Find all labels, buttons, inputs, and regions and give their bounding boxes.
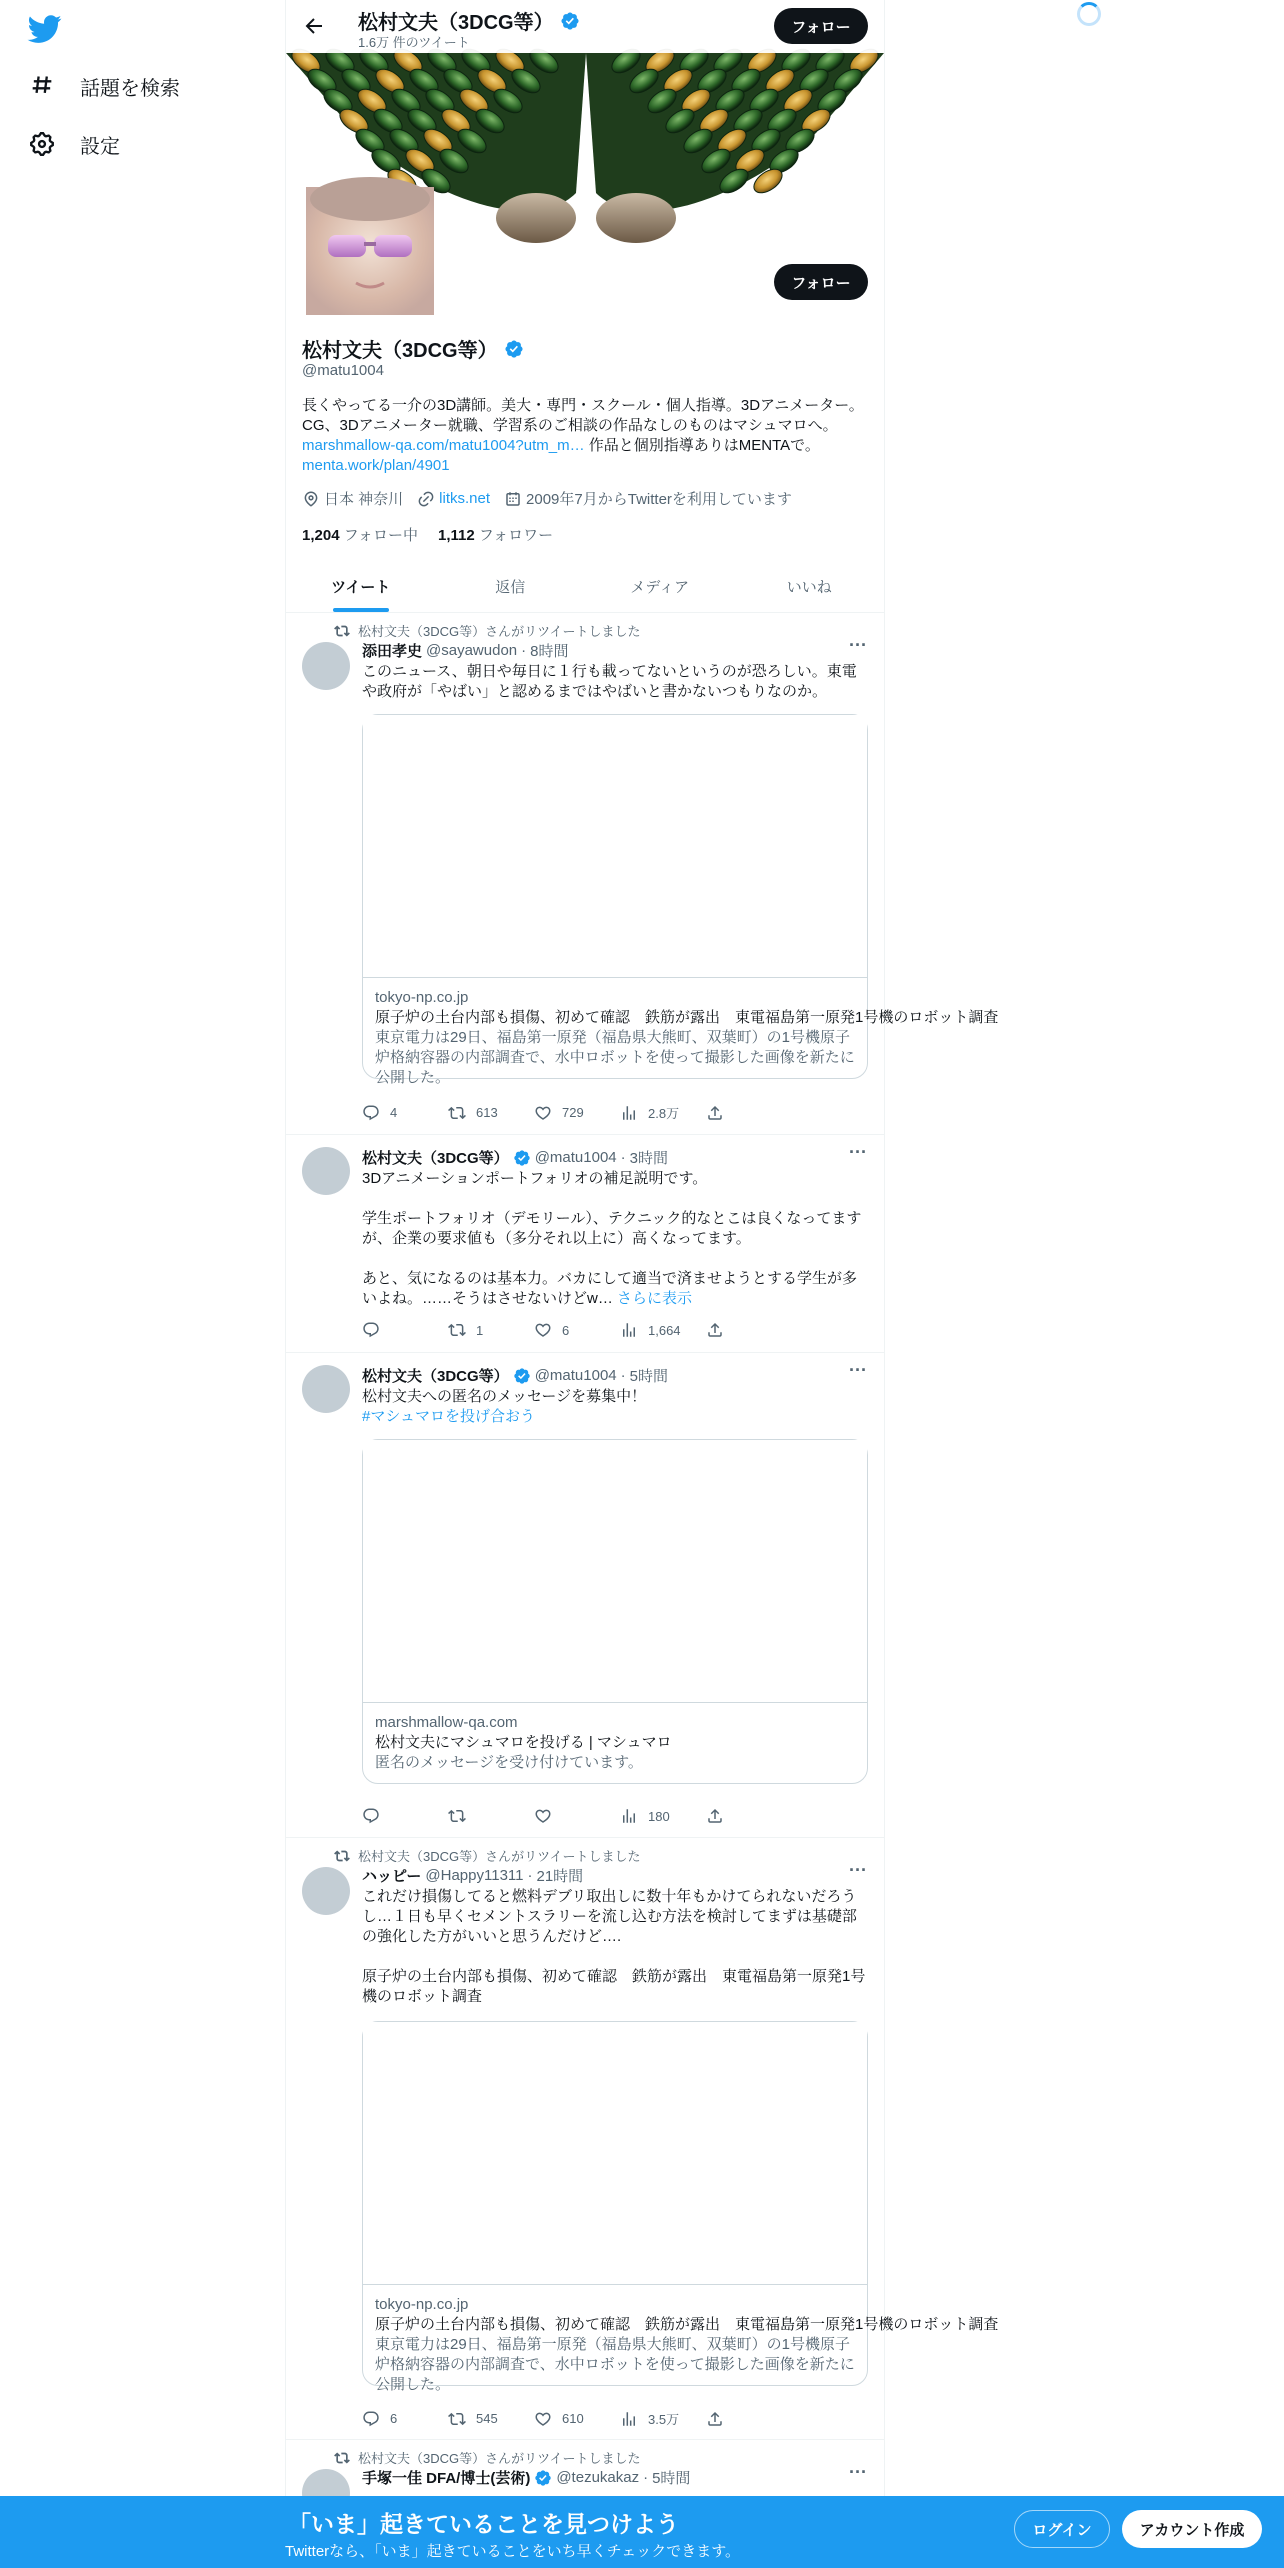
bio-link-menta[interactable]: menta.work/plan/4901 — [302, 457, 450, 474]
main-column — [285, 0, 999, 2568]
header-tweet-count: 1.6万 件のツイート — [358, 35, 470, 50]
heart-icon — [534, 1321, 552, 1339]
profile-location — [302, 488, 403, 509]
login-button[interactable]: ログイン — [1014, 2510, 1110, 2548]
avatar[interactable] — [302, 1867, 350, 1915]
like-button[interactable] — [534, 1103, 620, 1122]
like-count: 6 — [562, 1322, 570, 1338]
card-domain: tokyo-np.co.jp — [375, 2296, 469, 2313]
tweet-dot: · — [643, 2469, 649, 2486]
tweet-text — [362, 1169, 868, 1309]
tweet-text-body: 松村文夫への匿名のメッセージを募集中！ — [362, 1388, 647, 1405]
views-chart-icon — [620, 1104, 638, 1122]
card-title: 原子炉の土台内部も損傷、初めて確認 鉄筋が露出 東電福島第一原発1号機のロボット調査 — [375, 2316, 999, 2333]
nav-explore[interactable] — [28, 66, 180, 106]
website-link[interactable]: litks.net — [439, 490, 491, 507]
retweet-count: 613 — [476, 1105, 498, 1120]
profile-header-bar — [286, 0, 884, 53]
retweet-icon — [334, 1848, 350, 1864]
verified-badge-icon — [513, 1149, 531, 1167]
avatar[interactable] — [302, 1365, 350, 1413]
card-description: 匿名のメッセージを受け付けています。 — [375, 1754, 643, 1771]
tweet-author-handle[interactable]: @matu1004 — [534, 1367, 617, 1384]
tweet-author-handle[interactable]: @sayawudon — [426, 642, 518, 659]
view-count: 1,664 — [648, 1322, 681, 1338]
nav-explore-label: 話題を検索 — [80, 77, 180, 100]
signup-banner — [0, 2496, 1284, 2568]
calendar-icon — [504, 490, 522, 508]
tweet-actions — [362, 1103, 792, 1122]
gear-icon — [28, 130, 56, 158]
retweet-icon — [334, 2450, 350, 2466]
view-count: 180 — [648, 1808, 670, 1824]
tweet-author-name[interactable]: 松村文夫（3DCG等） — [362, 1368, 509, 1385]
retweet-button[interactable] — [448, 1807, 534, 1825]
header-name-text: 松村文夫（3DCG等） — [358, 12, 554, 34]
more-icon[interactable]: ··· — [849, 635, 867, 655]
like-count: 610 — [562, 2411, 584, 2426]
verified-badge-icon — [560, 11, 580, 31]
tweet-text: このニュース、朝日や毎日に１行も載ってないというのが恐ろしい。東電や政府が「やばい」と認めるまではやばいと書かないつもりなのか。 — [362, 663, 857, 700]
reply-icon — [362, 1807, 380, 1825]
retweet-icon — [334, 623, 350, 639]
tweet-actions — [362, 1807, 792, 1825]
profile-follow-button[interactable]: フォロー — [774, 264, 868, 300]
card-domain: tokyo-np.co.jp — [375, 989, 469, 1006]
profile-tabs — [286, 560, 884, 613]
views-chart-icon — [620, 2410, 638, 2428]
retweet-indicator — [334, 1846, 640, 1865]
tweet-dot: · — [620, 1367, 626, 1384]
retweet-icon — [448, 1807, 466, 1825]
tweet-text: これだけ損傷してると燃料デブリ取出しに数十年もかけてられないだろうし…１日も早くセメントスラリーを流し込む方法を検討してまずは基礎部の強化した方がいいと思うんだけど…. 原子炉の土台内部も損傷、初めて確認 鉄筋が露出 東電福島第一原発1号機のロボット調査 — [362, 1888, 866, 2005]
tweet-dot: · — [527, 1867, 533, 1884]
views-button[interactable] — [620, 1103, 706, 1122]
tweet-dot: · — [620, 1149, 626, 1166]
following-stat[interactable] — [302, 524, 418, 545]
heart-icon — [534, 1807, 552, 1825]
share-icon — [706, 2410, 724, 2428]
link-card[interactable] — [362, 714, 999, 1086]
share-button[interactable] — [706, 1103, 792, 1122]
card-image — [363, 715, 867, 978]
verified-badge-icon — [513, 1367, 531, 1385]
card-description: 東京電力は29日、福島第一原発（福島県大熊町、双葉町）の1号機原子炉格納容器の内部調査で、水中ロボットを使って撮影した画像を新たに公開した。 — [375, 2336, 855, 2393]
card-title: 松村文夫にマシュマロを投げる | マシュマロ — [375, 1734, 672, 1751]
profile-meta — [302, 488, 792, 509]
like-button[interactable] — [534, 2409, 620, 2428]
share-button[interactable] — [706, 1807, 792, 1825]
tweet-author-name[interactable]: ハッピー — [362, 1868, 422, 1885]
hashtag-link[interactable]: #マシュマロを投げ合おう — [362, 1408, 536, 1425]
followers-label: フォロワー — [478, 527, 554, 544]
bio-text: 長くやってる一介の3D講師。美大・専門・スクール・個人指導。3Dアニメーター。CG、3Dアニメーター就職、学習系のご相談の作品なしのものはマシュマロへ。 — [302, 397, 864, 434]
tab-likes[interactable]: いいね — [786, 578, 832, 596]
more-icon[interactable]: ··· — [849, 2462, 867, 2482]
views-chart-icon — [620, 1321, 638, 1339]
bio-link-marshmallow[interactable]: marshmallow-qa.com/matu1004?utm_m… — [302, 437, 585, 454]
avatar-image — [306, 187, 434, 315]
reply-icon — [362, 2410, 380, 2428]
profile-name-text: 松村文夫（3DCG等） — [302, 340, 498, 362]
followers-stat[interactable] — [438, 524, 553, 545]
like-button[interactable] — [534, 1321, 620, 1339]
followers-count: 1,112 — [437, 527, 475, 544]
header-profile-name — [358, 6, 580, 35]
card-image — [363, 1440, 867, 1703]
signup-banner-title: 「いま」起きていることを見つけよう — [288, 2511, 679, 2537]
retweet-label: 松村文夫（3DCG等）さんがリツイートしました — [358, 2451, 641, 2466]
following-count: 1,204 — [302, 527, 340, 544]
tweet-time[interactable]: 21時間 — [536, 1868, 584, 1885]
views-chart-icon — [620, 1807, 638, 1825]
tweet-header — [362, 1865, 583, 1886]
view-count: 2.8万 — [648, 1106, 680, 1121]
tweet-time[interactable]: 5時間 — [629, 1368, 668, 1385]
tweet-author-handle[interactable]: @tezukakaz — [556, 2469, 640, 2486]
tweet-text-body: 3Dアニメーションポートフォリオの補足説明です。 学生ポートフォリオ（デモリール）、テクニック的なとこは良くなってますが、企業の要求値も（多分それ以上に）高くなってます。 あと、気になるのは基本力。バカにして適当で済ませようとする学生が多いよね。……そうはさせないけどw… — [362, 1170, 862, 1307]
tweet[interactable] — [286, 613, 999, 1135]
retweet-button[interactable] — [448, 2409, 534, 2428]
retweet-count: 1 — [476, 1322, 484, 1338]
back-arrow-icon[interactable] — [302, 14, 326, 38]
tweet[interactable] — [286, 1353, 884, 1838]
more-icon[interactable]: ··· — [849, 1360, 867, 1380]
signup-banner-subtitle: Twitterなら、「いま」起きていることをいち早くチェックできます。 — [285, 2543, 741, 2560]
more-icon[interactable]: ··· — [849, 1142, 867, 1162]
loading-spinner-icon — [1077, 2, 1101, 26]
retweet-icon — [448, 1104, 466, 1122]
profile-avatar[interactable] — [302, 183, 438, 319]
retweet-icon — [448, 1321, 466, 1339]
profile-follow-stats — [302, 524, 553, 545]
reply-button[interactable] — [362, 1103, 448, 1122]
tweet-author-name[interactable]: 添田孝史 — [362, 643, 423, 660]
bio-text-2: 作品と個別指導ありはMENTAで。 — [584, 437, 820, 454]
reply-count: 4 — [390, 1105, 398, 1120]
profile-name — [302, 334, 524, 363]
reply-button[interactable] — [362, 2409, 448, 2428]
more-icon[interactable]: ··· — [849, 1860, 867, 1880]
profile-bio — [302, 396, 868, 476]
tweet-time[interactable]: 3時間 — [629, 1150, 668, 1167]
retweet-label: 松村文夫（3DCG等）さんがリツイートしました — [358, 1849, 641, 1864]
joined-text: 2009年7月からTwitterを利用しています — [526, 491, 792, 508]
tweet[interactable] — [286, 1838, 999, 2440]
tab-replies[interactable]: 返信 — [495, 578, 526, 596]
view-count: 3.5万 — [648, 2412, 680, 2427]
show-more-link[interactable]: さらに表示 — [617, 1290, 693, 1307]
views-button[interactable] — [620, 1807, 706, 1825]
location-pin-icon — [302, 490, 320, 508]
nav-settings[interactable] — [28, 124, 120, 164]
avatar[interactable] — [302, 1147, 350, 1195]
share-icon — [706, 1321, 724, 1339]
reply-icon — [362, 1321, 380, 1339]
tweet-time[interactable]: 8時間 — [530, 643, 569, 660]
profile-website[interactable] — [417, 490, 490, 508]
header-follow-button[interactable]: フォロー — [774, 8, 868, 44]
reply-count: 6 — [390, 2411, 398, 2426]
heart-icon — [534, 2410, 552, 2428]
tweet-time[interactable]: 5時間 — [652, 2470, 691, 2487]
tweet-header — [362, 2467, 690, 2488]
tweet-author-handle[interactable]: @Happy11311 — [425, 1867, 524, 1884]
link-card[interactable] — [362, 1439, 868, 1784]
like-count: 729 — [562, 1105, 584, 1120]
tweet-text — [362, 1387, 868, 1427]
twitter-logo-icon[interactable] — [28, 12, 62, 46]
retweet-button[interactable] — [448, 1103, 534, 1122]
retweet-icon — [448, 2410, 466, 2428]
verified-badge-icon — [534, 2469, 552, 2487]
share-button[interactable] — [706, 2409, 792, 2428]
share-icon — [706, 1104, 724, 1122]
views-button[interactable] — [620, 2409, 706, 2428]
share-button[interactable] — [706, 1321, 792, 1339]
card-image — [363, 2022, 867, 2285]
tweet-author-handle[interactable]: @matu1004 — [534, 1149, 617, 1166]
reply-button[interactable] — [362, 1321, 448, 1339]
link-icon — [417, 490, 435, 508]
link-card[interactable] — [362, 2021, 999, 2393]
views-button[interactable] — [620, 1321, 706, 1339]
retweet-count: 545 — [476, 2411, 498, 2426]
tweet-dot: · — [521, 642, 527, 659]
following-label: フォロー中 — [343, 527, 418, 544]
tab-media[interactable]: メディア — [630, 578, 690, 596]
tweet-actions — [362, 2409, 792, 2428]
heart-icon — [534, 1104, 552, 1122]
location-text: 日本 神奈川 — [324, 491, 404, 508]
tab-tweets[interactable]: ツイート — [286, 560, 436, 612]
hashtag-icon — [28, 72, 56, 100]
verified-badge-icon — [504, 339, 524, 359]
reply-button[interactable] — [362, 1807, 448, 1825]
tweet-header — [362, 1365, 668, 1386]
tweet-header — [362, 640, 568, 661]
retweet-button[interactable] — [448, 1321, 534, 1339]
retweet-indicator — [334, 621, 640, 640]
nav-settings-label: 設定 — [80, 135, 120, 158]
retweet-label: 松村文夫（3DCG等）さんがリツイートしました — [358, 624, 641, 639]
avatar[interactable] — [302, 642, 350, 690]
share-icon — [706, 1807, 724, 1825]
tweet-actions — [362, 1321, 792, 1339]
card-domain: marshmallow-qa.com — [375, 1714, 518, 1731]
tweet[interactable] — [286, 1135, 884, 1353]
signup-button[interactable]: アカウント作成 — [1122, 2510, 1262, 2548]
tweet-author-name[interactable]: 松村文夫（3DCG等） — [362, 1150, 509, 1167]
tweet-author-name[interactable]: 手塚一佳 DFA/博士(芸術) — [362, 2470, 531, 2487]
tweet-header — [362, 1147, 668, 1168]
profile-handle: @matu1004 — [302, 362, 384, 379]
retweet-indicator — [334, 2448, 640, 2467]
card-title: 原子炉の土台内部も損傷、初めて確認 鉄筋が露出 東電福島第一原発1号機のロボット調査 — [375, 1009, 999, 1026]
reply-icon — [362, 1104, 380, 1122]
like-button[interactable] — [534, 1807, 620, 1825]
card-description: 東京電力は29日、福島第一原発（福島県大熊町、双葉町）の1号機原子炉格納容器の内部調査で、水中ロボットを使って撮影した画像を新たに公開した。 — [375, 1029, 855, 1086]
profile-joined — [504, 488, 792, 509]
